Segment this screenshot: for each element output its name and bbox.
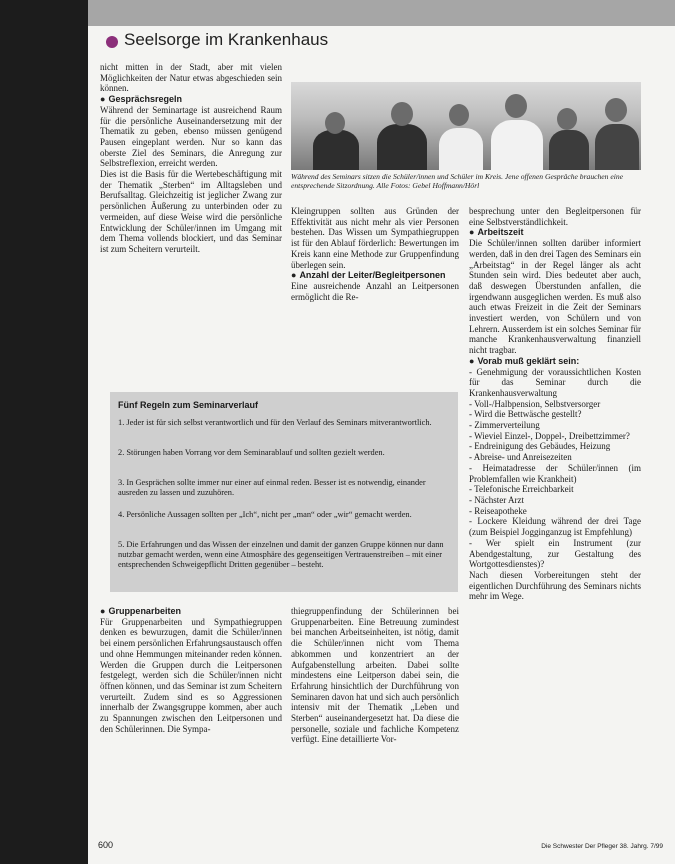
list-item: - Abreise- und Anreisezeiten <box>469 452 572 463</box>
section-title: Seelsorge im Krankenhaus <box>124 30 329 49</box>
paragraph: Für Gruppenarbeiten und Sympathiegruppen denken es bewurzugen, damit die Schüler/innen bei einem persönlichen Erfahrungsaustausch offen und ohne Hemmungen miteinander reden können. Werden die Gruppen durch die Leitpersonen festgelegt, werden sich die Schüler/innen nicht öffnen können, und das Seminar ist zum Scheitern verurteilt. Zudem sind es so Aggressionen innerhalb der Zwangsgruppe kommen, aber auch zu Spannungen zwischen den Leitpersonen und den Schülerinnen. Die Sympa- <box>100 616 282 734</box>
column-2-middle <box>291 206 459 382</box>
list-item: - Wird die Bettwäsche gestellt? <box>469 409 582 420</box>
photo-person-head <box>325 112 345 134</box>
journal-footer: Die Schwester Der Pfleger 38. Jahrg. 7/99 <box>541 843 663 850</box>
photo-person <box>439 128 483 170</box>
rules-box <box>110 392 458 592</box>
paragraph: Die Schüler/innen sollten darüber informiert werden, daß in den drei Tagen des Seminars ein „Arbeitstag“ in der Regel länger als acht Stunden sein wird. Dies bedeutet aber auch, daß deswegen Überstunden anfallen, die irgendwann ausgeglichen werden. Es muß also auch etwas Freizeit in die Zeit der Seminars investiert werden, von Schülern und von Lehrern. Ausserdem ist ein solches Seminar für manche Krankenhausverwaltung finanziell nicht tragbar. <box>469 238 641 356</box>
seminar-photo <box>291 82 641 170</box>
list-item: - Voll-/Halbpension, Selbstversorger <box>469 398 601 409</box>
photo-person-head <box>449 104 469 126</box>
photo-person <box>377 124 427 170</box>
list-item: - Wieviel Einzel-, Doppel-, Dreibettzimmer? <box>469 430 630 441</box>
list-item: - Telefonische Erreichbarkeit <box>469 484 574 495</box>
paragraph: thiegruppenfindung der Schülerinnen bei Gruppenarbeiten. Eine Betreuung zumindest bei manchen Arbeitseinheiten, ist nötig, damit die Schüler/innen nicht vom Thema abkommen und konzentriert an der Aufgabenstellung arbeiten. Dabei sollte mindestens eine Leitperson dabei sein, die Erfahrung hinsichtlich der Durchführung von Seminaren davon hat und sich auch persönlich intensiv mit der Thematik „Leben und Sterben“ auseinandergesetzt hat. Da diese die personelle, soziale und fachliche Kompetenz verfügt. Eine detaillierte Vor- <box>291 606 459 745</box>
photo-person <box>491 120 543 170</box>
rule-item: 3. In Gesprächen sollte immer nur einer auf einmal reden. Besser ist es notwendig, einander ausreden zu lassen und zuzuhören. <box>118 478 426 497</box>
rule-item: 5. Die Erfahrungen und das Wissen der einzelnen und damit der ganzen Gruppe können nur dann nutzbar gemacht werden, wenn eine Atmosphäre des gegenseitigen Vertrauenstreiben – mit einer entsprechenden Schweigepflicht Dritten gegenüber – besteht. <box>118 540 444 569</box>
subheading: ● Vorab muß geklärt sein: <box>469 356 641 367</box>
subheading: ● Arbeitszeit <box>469 227 641 238</box>
rule-item: 1. Jeder ist für sich selbst verantwortlich und für den Verlauf des Seminars mitverantwortlich. <box>118 418 432 427</box>
rules-box-title: Fünf Regeln zum Seminarverlauf <box>118 400 259 410</box>
column-1-top <box>100 62 282 380</box>
rule-item: 4. Persönliche Aussagen sollten per „Ich“, nicht per „man“ oder „wir“ gemacht werden. <box>118 510 412 519</box>
paragraph: Eine ausreichende Anzahl an Leitpersonen ermöglicht die Re- <box>291 280 459 302</box>
column-3 <box>469 206 641 822</box>
magazine-page <box>88 0 675 864</box>
photo-person <box>549 130 589 170</box>
list-item: - Genehmigung der voraussichtlichen Kosten für das Seminar durch die Krankenhausverwaltung <box>469 366 641 398</box>
photo-person-head <box>557 108 577 130</box>
paragraph: Während der Seminartage ist ausreichend Raum für die persönliche Auseinandersetzung mit der Thematik zu geben, ebenso müssen genügend Pausen eingeplant werden. Nur so kann das oberste Ziel des Seminars, die Anregung zur Selbstreflexion, erreicht werden. <box>100 104 282 169</box>
subheading: ● Gesprächsregeln <box>100 94 282 105</box>
section-bullet-icon <box>106 36 118 48</box>
photo-person-head <box>505 94 527 118</box>
list-item: - Reiseapotheke <box>469 505 527 516</box>
list-item: - Lockere Kleidung während der drei Tage (zum Beispiel Jogginganzug ist Empfehlung) <box>469 516 641 538</box>
list-item: - Heimatadresse der Schüler/innen (im Problemfallen wie Krankheit) <box>469 462 641 484</box>
column-1-bottom <box>100 606 282 834</box>
photo-person <box>595 124 639 170</box>
photo-person-head <box>391 102 413 126</box>
column-2-bottom <box>291 606 459 834</box>
photo-caption: Während des Seminars sitzen die Schüler/innen und Schüler im Kreis. Jene offenen Gespräche brauchen eine entsprechende Sitzordnung. Alle Fotos: Gebel Hoffmann/Hörl <box>291 172 624 190</box>
photo-person <box>313 130 359 170</box>
section-header <box>98 30 658 56</box>
list-item: - Zimmerverteilung <box>469 420 540 431</box>
photo-person-head <box>605 98 627 122</box>
list-item: - Wer spielt ein Instrument (zur Abendgestaltung, zur Gestaltung des Wortgottesdienstes)? <box>469 537 641 570</box>
list-item: Nach diesen Vorbereitungen steht der eigentlichen Durchführung des Seminars nichts mehr im Wege. <box>469 569 641 602</box>
paragraph: Dies ist die Basis für die Wertebeschäftigung mit der Thematik „Sterben“ im Alltagsleben und Berufsalltag. Gleichzeitig ist jeglicher Zwang zur persönlichen Äußerung zu unterbinden oder zu vermeiden, auf diese Weise wird die persönliche Entwicklung der Schüler/innen im Umgang mit dem Thema vollends blockiert, und das Seminar ist zum Scheitern verurteilt. <box>100 169 282 254</box>
subheading: ● Anzahl der Leiter/Begleitpersonen <box>291 270 459 281</box>
paragraph: besprechung unter den Begleitpersonen für eine Selbstverständlichkeit. <box>469 206 641 227</box>
list-item: - Nächster Arzt <box>469 494 524 505</box>
subheading: ● Gruppenarbeiten <box>100 606 282 617</box>
rule-item: 2. Störungen haben Vorrang vor dem Seminarablauf und sollten gezielt werden. <box>118 448 385 457</box>
page-number: 600 <box>98 840 114 850</box>
page-top-band <box>88 0 675 26</box>
paragraph: nicht mitten in der Stadt, aber mit vielen Möglichkeiten der Natur etwas abgeschieden sein können. <box>100 62 282 94</box>
list-item: - Endreinigung des Gebäudes, Heizung <box>469 441 611 452</box>
paragraph: Kleingruppen sollten aus Gründen der Effektivität aus nicht mehr als vier Personen bestehen. Das Wissen um Sympathiegruppen ist für den Ablauf förderlich: Bewertungen im Kreis kann eine Methode zur Gruppenfindung überlegen sein. <box>291 206 459 270</box>
